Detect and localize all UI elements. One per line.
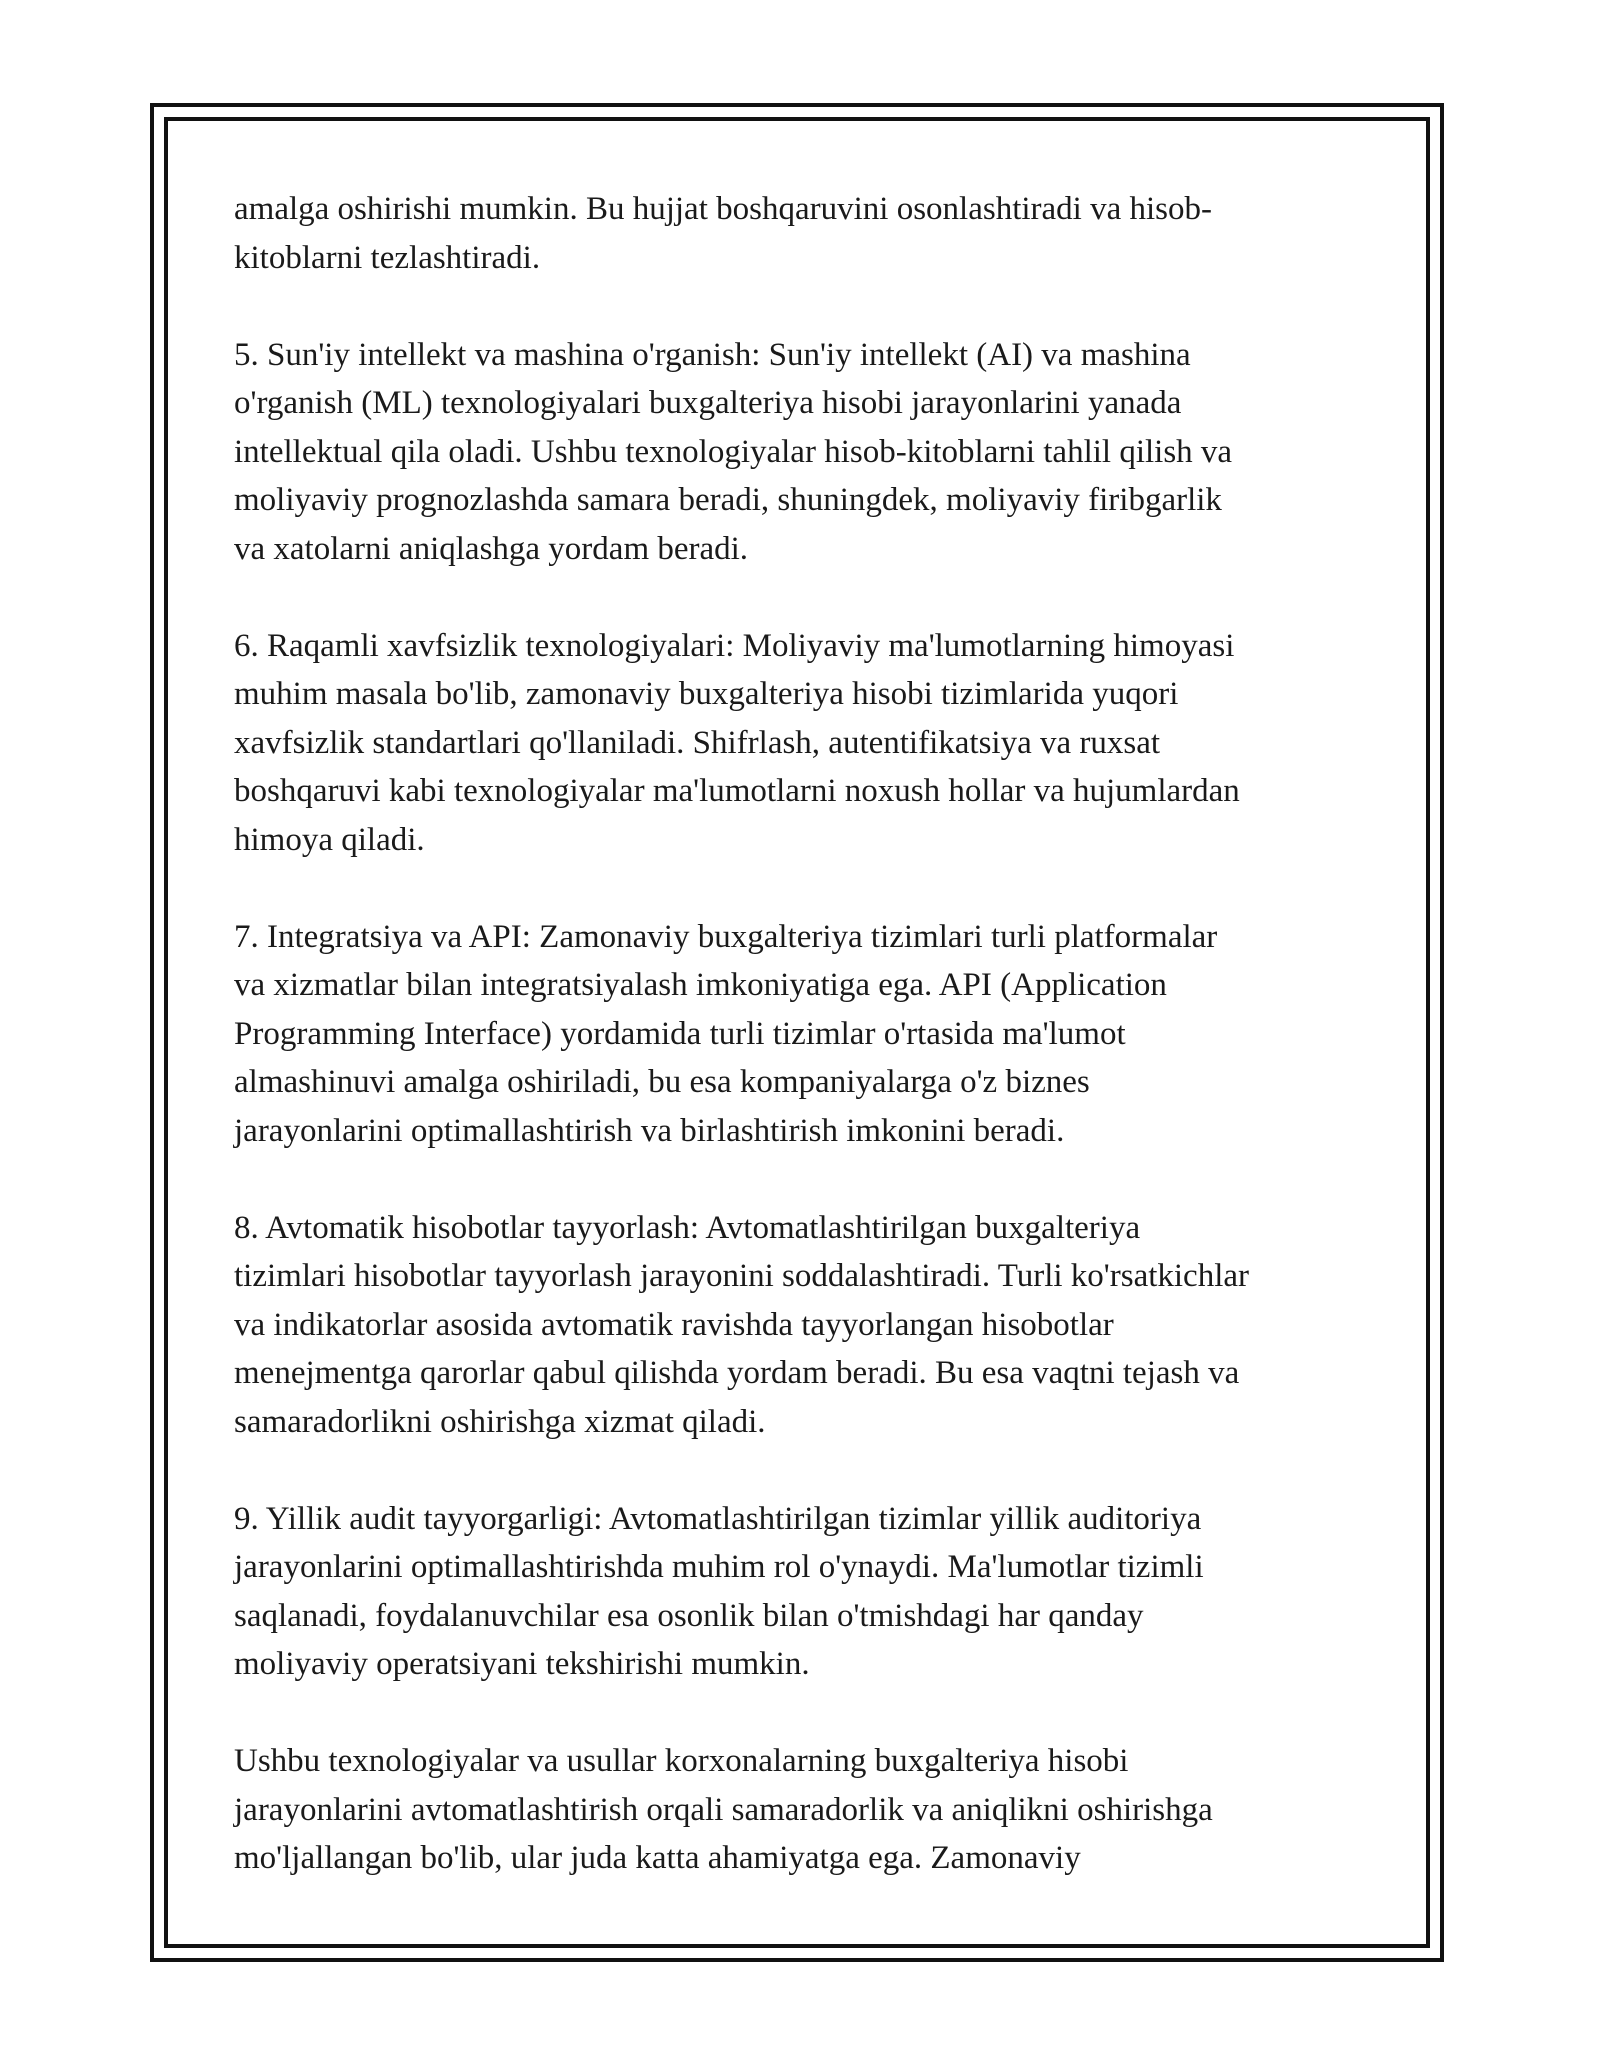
text-line: himoya qiladi. — [234, 821, 425, 858]
text-line: jarayonlarini optimallashtirishda muhim rol o'ynaydi. Ma'lumotlar tizimli — [234, 1549, 1204, 1585]
document-body — [234, 185, 1384, 1883]
paragraph-continuation — [234, 185, 1384, 282]
text-line: moliyaviy prognozlashda samara beradi, shuningdek, moliyaviy firibgarlik — [234, 482, 1222, 518]
text-line: amalga oshirishi mumkin. Bu hujjat boshqaruvini osonlashtiradi va hisob- — [234, 191, 1212, 227]
text-line: mo'ljallangan bo'lib, ular juda katta ahamiyatga ega. Zamonaviy — [234, 1840, 1081, 1876]
text-line: xavfsizlik standartlari qo'llaniladi. Shifrlash, autentifikatsiya va ruxsat — [234, 724, 1161, 761]
text-line: intellektual qila oladi. Ushbu texnologiyalar hisob-kitoblarni tahlil qilish va — [234, 433, 1233, 470]
paragraph-item-8 — [234, 1204, 1384, 1447]
text-line: va indikatorlar asosida avtomatik ravishda tayyorlangan hisobotlar — [234, 1306, 1114, 1343]
text-line: jarayonlarini optimallashtirish va birlashtirish imkonini beradi. — [234, 1112, 1065, 1149]
text-line: 5. Sun'iy intellekt va mashina o'rganish: Sun'iy intellekt (AI) va mashina — [234, 336, 1191, 373]
text-line: boshqaruvi kabi texnologiyalar ma'lumotlarni noxush hollar va hujumlardan — [234, 773, 1240, 809]
text-line: o'rganish (ML) texnologiyalari buxgalteriya hisobi jarayonlarini yanada — [234, 385, 1182, 421]
text-line: 9. Yillik audit tayyorgarligi: Avtomatlashtirilgan tizimlar yillik auditoriya — [234, 1500, 1202, 1537]
text-line: muhim masala bo'lib, zamonaviy buxgalteriya hisobi tizimlarida yuqori — [234, 676, 1179, 712]
text-line: kitoblarni tezlashtiradi. — [234, 239, 541, 276]
text-line: 6. Raqamli xavfsizlik texnologiyalari: Moliyaviy ma'lumotlarning himoyasi — [234, 627, 1235, 664]
text-line: samaradorlikni oshirishga xizmat qiladi. — [234, 1403, 766, 1440]
text-line: Ushbu texnologiyalar va usullar korxonalarning buxgalteriya hisobi — [234, 1743, 1129, 1779]
paragraph-item-6 — [234, 622, 1384, 865]
text-line: va xatolarni aniqlashga yordam beradi. — [234, 530, 749, 567]
text-line: jarayonlarini avtomatlashtirish orqali samaradorlik va aniqlikni oshirishga — [234, 1791, 1213, 1828]
text-line: va xizmatlar bilan integratsiyalash imkoniyatiga ega. API (Application — [234, 967, 1167, 1003]
text-line: tizimlari hisobotlar tayyorlash jarayonini soddalashtiradi. Turli ko'rsatkichlar — [234, 1258, 1250, 1294]
text-line: saqlanadi, foydalanuvchilar esa osonlik bilan o'tmishdagi har qanday — [234, 1597, 1144, 1634]
text-line: almashinuvi amalga oshiriladi, bu esa kompaniyalarga o'z biznes — [234, 1064, 1090, 1100]
paragraph-item-7 — [234, 913, 1384, 1156]
text-line: 7. Integratsiya va API: Zamonaviy buxgalteriya tizimlari turli platformalar — [234, 918, 1218, 955]
text-line: Programming Interface) yordamida turli tizimlar o'rtasida ma'lumot — [234, 1015, 1126, 1052]
text-line: 8. Avtomatik hisobotlar tayyorlash: Avtomatlashtirilgan buxgalteriya — [234, 1209, 1141, 1246]
paragraph-conclusion — [234, 1737, 1384, 1883]
paragraph-item-9 — [234, 1495, 1384, 1689]
paragraph-item-5 — [234, 331, 1384, 574]
text-line: moliyaviy operatsiyani tekshirishi mumkin. — [234, 1646, 810, 1682]
text-line: menejmentga qarorlar qabul qilishda yordam beradi. Bu esa vaqtni tejash va — [234, 1355, 1240, 1391]
